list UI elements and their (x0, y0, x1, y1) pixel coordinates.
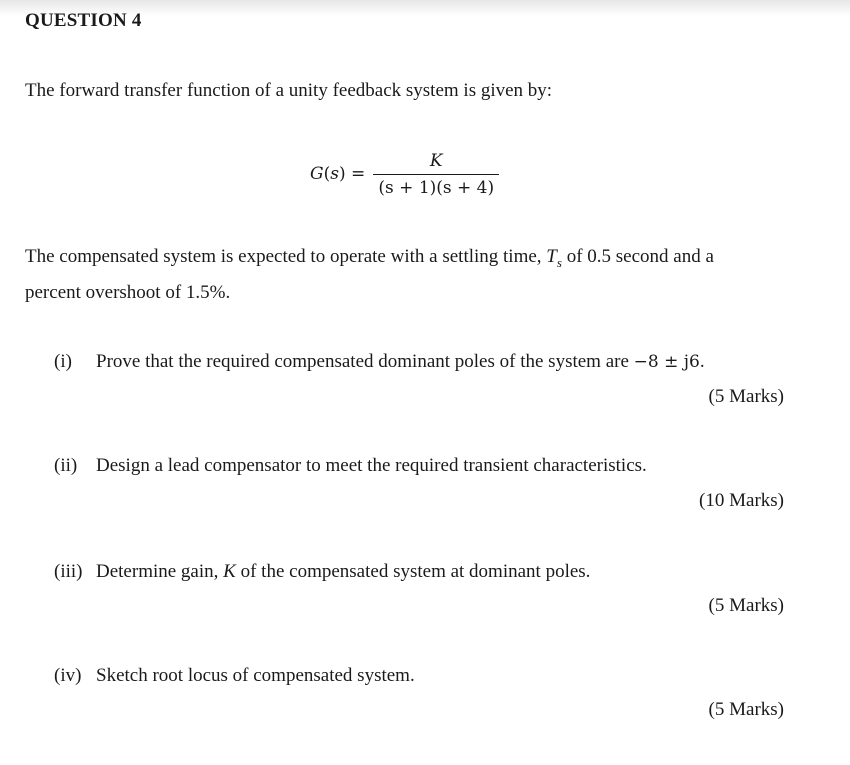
part-i (54, 351, 705, 373)
part-text-end: . (699, 351, 705, 372)
spec-text-2: of 0.5 second and a (561, 246, 714, 267)
settling-time-subscript: s (556, 254, 562, 270)
equation-paren-close: ) (338, 164, 346, 184)
equation-func-name: G (310, 164, 324, 184)
part-text: Determine gain, (96, 561, 224, 582)
spec-paragraph-line1 (25, 246, 714, 271)
part-i-marks: (5 Marks) (708, 386, 784, 407)
part-iii-marks: (5 Marks) (708, 595, 784, 616)
equation-lhs (310, 164, 365, 184)
part-text: Design a lead compensator to meet the required transient characteristics. (96, 455, 647, 476)
dominant-poles-math: −8 ± j6 (633, 352, 700, 372)
part-ii-marks: (10 Marks) (699, 490, 784, 511)
part-text: Prove that the required compensated dominant poles of the system are (96, 351, 634, 372)
settling-time-symbol: T (546, 246, 557, 267)
part-iii (54, 561, 590, 583)
part-text: Sketch root locus of compensated system. (96, 665, 415, 686)
equation-fraction (373, 150, 499, 199)
equation-paren-open: ( (323, 164, 331, 184)
equation-numerator: K (429, 150, 443, 171)
part-label: (ii) (54, 455, 78, 476)
part-iv-marks: (5 Marks) (708, 699, 784, 720)
question-title: QUESTION 4 (25, 10, 142, 31)
equation-variable: s (330, 164, 339, 184)
part-ii (54, 455, 647, 477)
part-iv (54, 665, 415, 687)
part-label: (iv) (54, 665, 82, 686)
equation-equals: = (345, 164, 366, 184)
spec-text-1: The compensated system is expected to operate with a settling time, (25, 246, 547, 267)
transfer-function-equation (310, 146, 499, 202)
gain-variable: K (223, 561, 236, 582)
spec-paragraph-line2: percent overshoot of 1.5%. (25, 282, 231, 303)
part-label: (iii) (54, 561, 83, 582)
part-text-end: of the compensated system at dominant poles. (235, 561, 591, 582)
intro-text: The forward transfer function of a unity feedback system is given by: (25, 80, 553, 101)
equation-denominator: (s + 1)(s + 4) (378, 177, 495, 198)
part-label: (i) (54, 351, 72, 372)
